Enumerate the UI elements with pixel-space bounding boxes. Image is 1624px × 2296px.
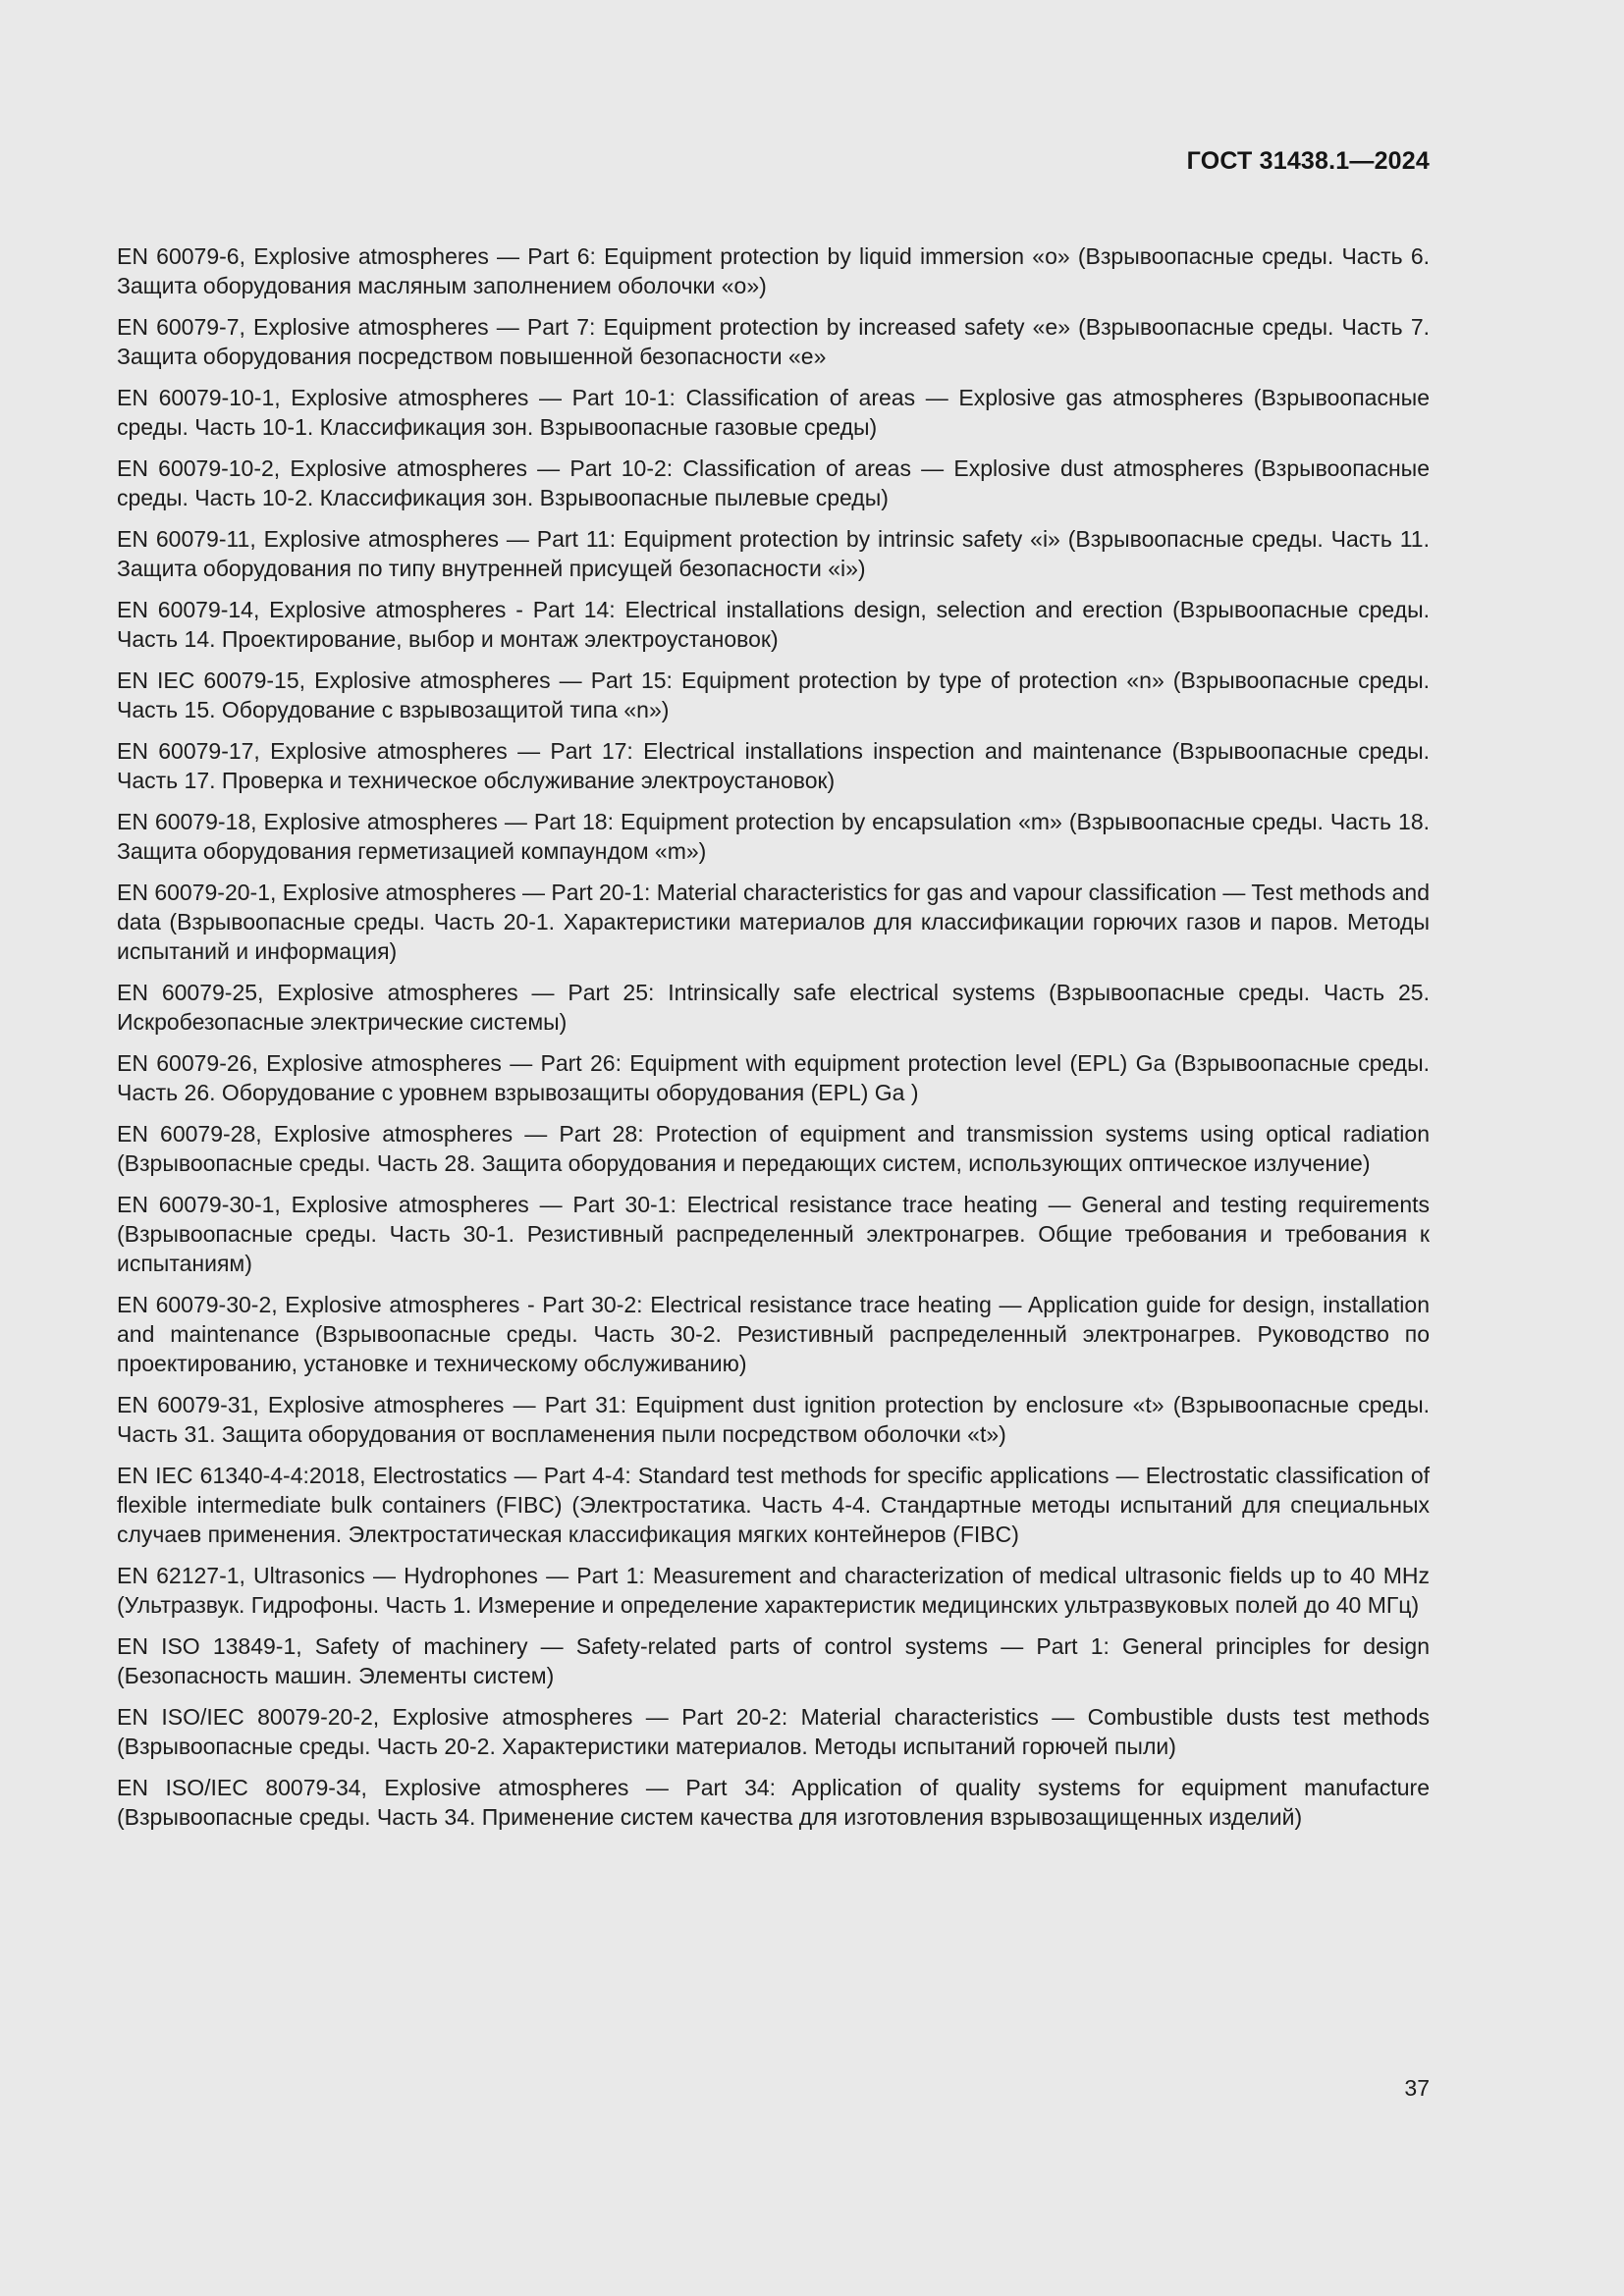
reference-item: EN 60079-20-1, Explosive atmospheres — Part 20-1: Material characteristics for gas and vapour classification — Test methods and data (Взрывоопасные среды. Часть 20-1. Характеристики материалов для классификации горючих газов и паров. Методы испытаний и информация): [117, 880, 1430, 964]
reference-item: EN 62127-1, Ultrasonics — Hydrophones — Part 1: Measurement and characterization of medical ultrasonic fields up to 40 MHz (Ультразвук. Гидрофоны. Часть 1. Измерение и определение характеристик медицинских ультразвуковых полей до 40 МГц): [117, 1563, 1430, 1618]
reference-item: EN 60079-18, Explosive atmospheres — Part 18: Equipment protection by encapsulation «m» (Взрывоопасные среды. Часть 18. Защита оборудования герметизацией компаундом «m»): [117, 809, 1430, 864]
reference-item: EN 60079-7, Explosive atmospheres — Part 7: Equipment protection by increased safety «e» (Взрывоопасные среды. Часть 7. Защита оборудования посредством повышенной безопасности «e»: [117, 314, 1430, 369]
reference-item: EN IEC 61340-4-4:2018, Electrostatics — Part 4-4: Standard test methods for specific applications — Electrostatic classification of flexible intermediate bulk containers (FIBC) (Электростатика. Часть 4-4. Стандартные методы испытаний для специальных случаев применения. Электростатическая классификация мягких контейнеров (FIBC): [117, 1463, 1430, 1547]
reference-item: EN 60079-6, Explosive atmospheres — Part 6: Equipment protection by liquid immersion «o» (Взрывоопасные среды. Часть 6. Защита оборудования масляным заполнением оболочки «o»): [117, 243, 1430, 298]
reference-item: EN ISO 13849-1, Safety of machinery — Safety-related parts of control systems — Part 1: General principles for design (Безопасность машин. Элементы систем): [117, 1633, 1430, 1688]
reference-item: EN 60079-25, Explosive atmospheres — Part 25: Intrinsically safe electrical systems (Взрывоопасные среды. Часть 25. Искробезопасные электрические системы): [117, 980, 1430, 1035]
reference-item: EN 60079-17, Explosive atmospheres — Part 17: Electrical installations inspection and maintenance (Взрывоопасные среды. Часть 17. Проверка и техническое обслуживание электроустановок): [117, 738, 1430, 793]
page-number: 37: [1404, 2075, 1430, 2101]
reference-item: EN 60079-30-1, Explosive atmospheres — Part 30-1: Electrical resistance trace heating — General and testing requirements (Взрывоопасные среды. Часть 30-1. Резистивный распределенный электронагрев. Общие требования и требования к испытаниям): [117, 1192, 1430, 1276]
reference-item: EN 60079-26, Explosive atmospheres — Part 26: Equipment with equipment protection level (EPL) Ga (Взрывоопасные среды. Часть 26. Оборудование с уровнем взрывозащиты оборудования (EPL) Ga ): [117, 1050, 1430, 1105]
reference-item: EN 60079-31, Explosive atmospheres — Part 31: Equipment dust ignition protection by enclosure «t» (Взрывоопасные среды. Часть 31. Защита оборудования от воспламенения пыли посредством оболочки «t»): [117, 1392, 1430, 1447]
reference-item: EN ISO/IEC 80079-34, Explosive atmospheres — Part 34: Application of quality systems for equipment manufacture (Взрывоопасные среды. Часть 34. Применение систем качества для изготовления взрывозащищенных изделий): [117, 1775, 1430, 1830]
reference-list: [117, 241, 1430, 1843]
page-header-standard-id: ГОСТ 31438.1—2024: [1186, 147, 1430, 175]
reference-item: EN ISO/IEC 80079-20-2, Explosive atmospheres — Part 20-2: Material characteristics — Combustible dusts test methods (Взрывоопасные среды. Часть 20-2. Характеристики материалов. Методы испытаний горючей пыли): [117, 1704, 1430, 1759]
reference-item: EN IEC 60079-15, Explosive atmospheres — Part 15: Equipment protection by type of protection «n» (Взрывоопасные среды. Часть 15. Оборудование с взрывозащитой типа «n»): [117, 667, 1430, 722]
reference-item: EN 60079-11, Explosive atmospheres — Part 11: Equipment protection by intrinsic safety «i» (Взрывоопасные среды. Часть 11. Защита оборудования по типу внутренней присущей безопасности «i»): [117, 526, 1430, 581]
reference-item: EN 60079-28, Explosive atmospheres — Part 28: Protection of equipment and transmission systems using optical radiation (Взрывоопасные среды. Часть 28. Защита оборудования и передающих систем, использующих оптическое излучение): [117, 1121, 1430, 1176]
reference-item: EN 60079-10-2, Explosive atmospheres — Part 10-2: Classification of areas — Explosive dust atmospheres (Взрывоопасные среды. Часть 10-2. Классификация зон. Взрывоопасные пылевые среды): [117, 455, 1430, 510]
reference-item: EN 60079-30-2, Explosive atmospheres - Part 30-2: Electrical resistance trace heating — Application guide for design, installation and maintenance (Взрывоопасные среды. Часть 30-2. Резистивный распределенный электронагрев. Руководство по проектированию, установке и техническому обслуживанию): [117, 1292, 1430, 1376]
reference-item: EN 60079-10-1, Explosive atmospheres — Part 10-1: Classification of areas — Explosive gas atmospheres (Взрывоопасные среды. Часть 10-1. Классификация зон. Взрывоопасные газовые среды): [117, 385, 1430, 440]
reference-item: EN 60079-14, Explosive atmospheres - Part 14: Electrical installations design, selection and erection (Взрывоопасные среды. Часть 14. Проектирование, выбор и монтаж электроустановок): [117, 597, 1430, 652]
